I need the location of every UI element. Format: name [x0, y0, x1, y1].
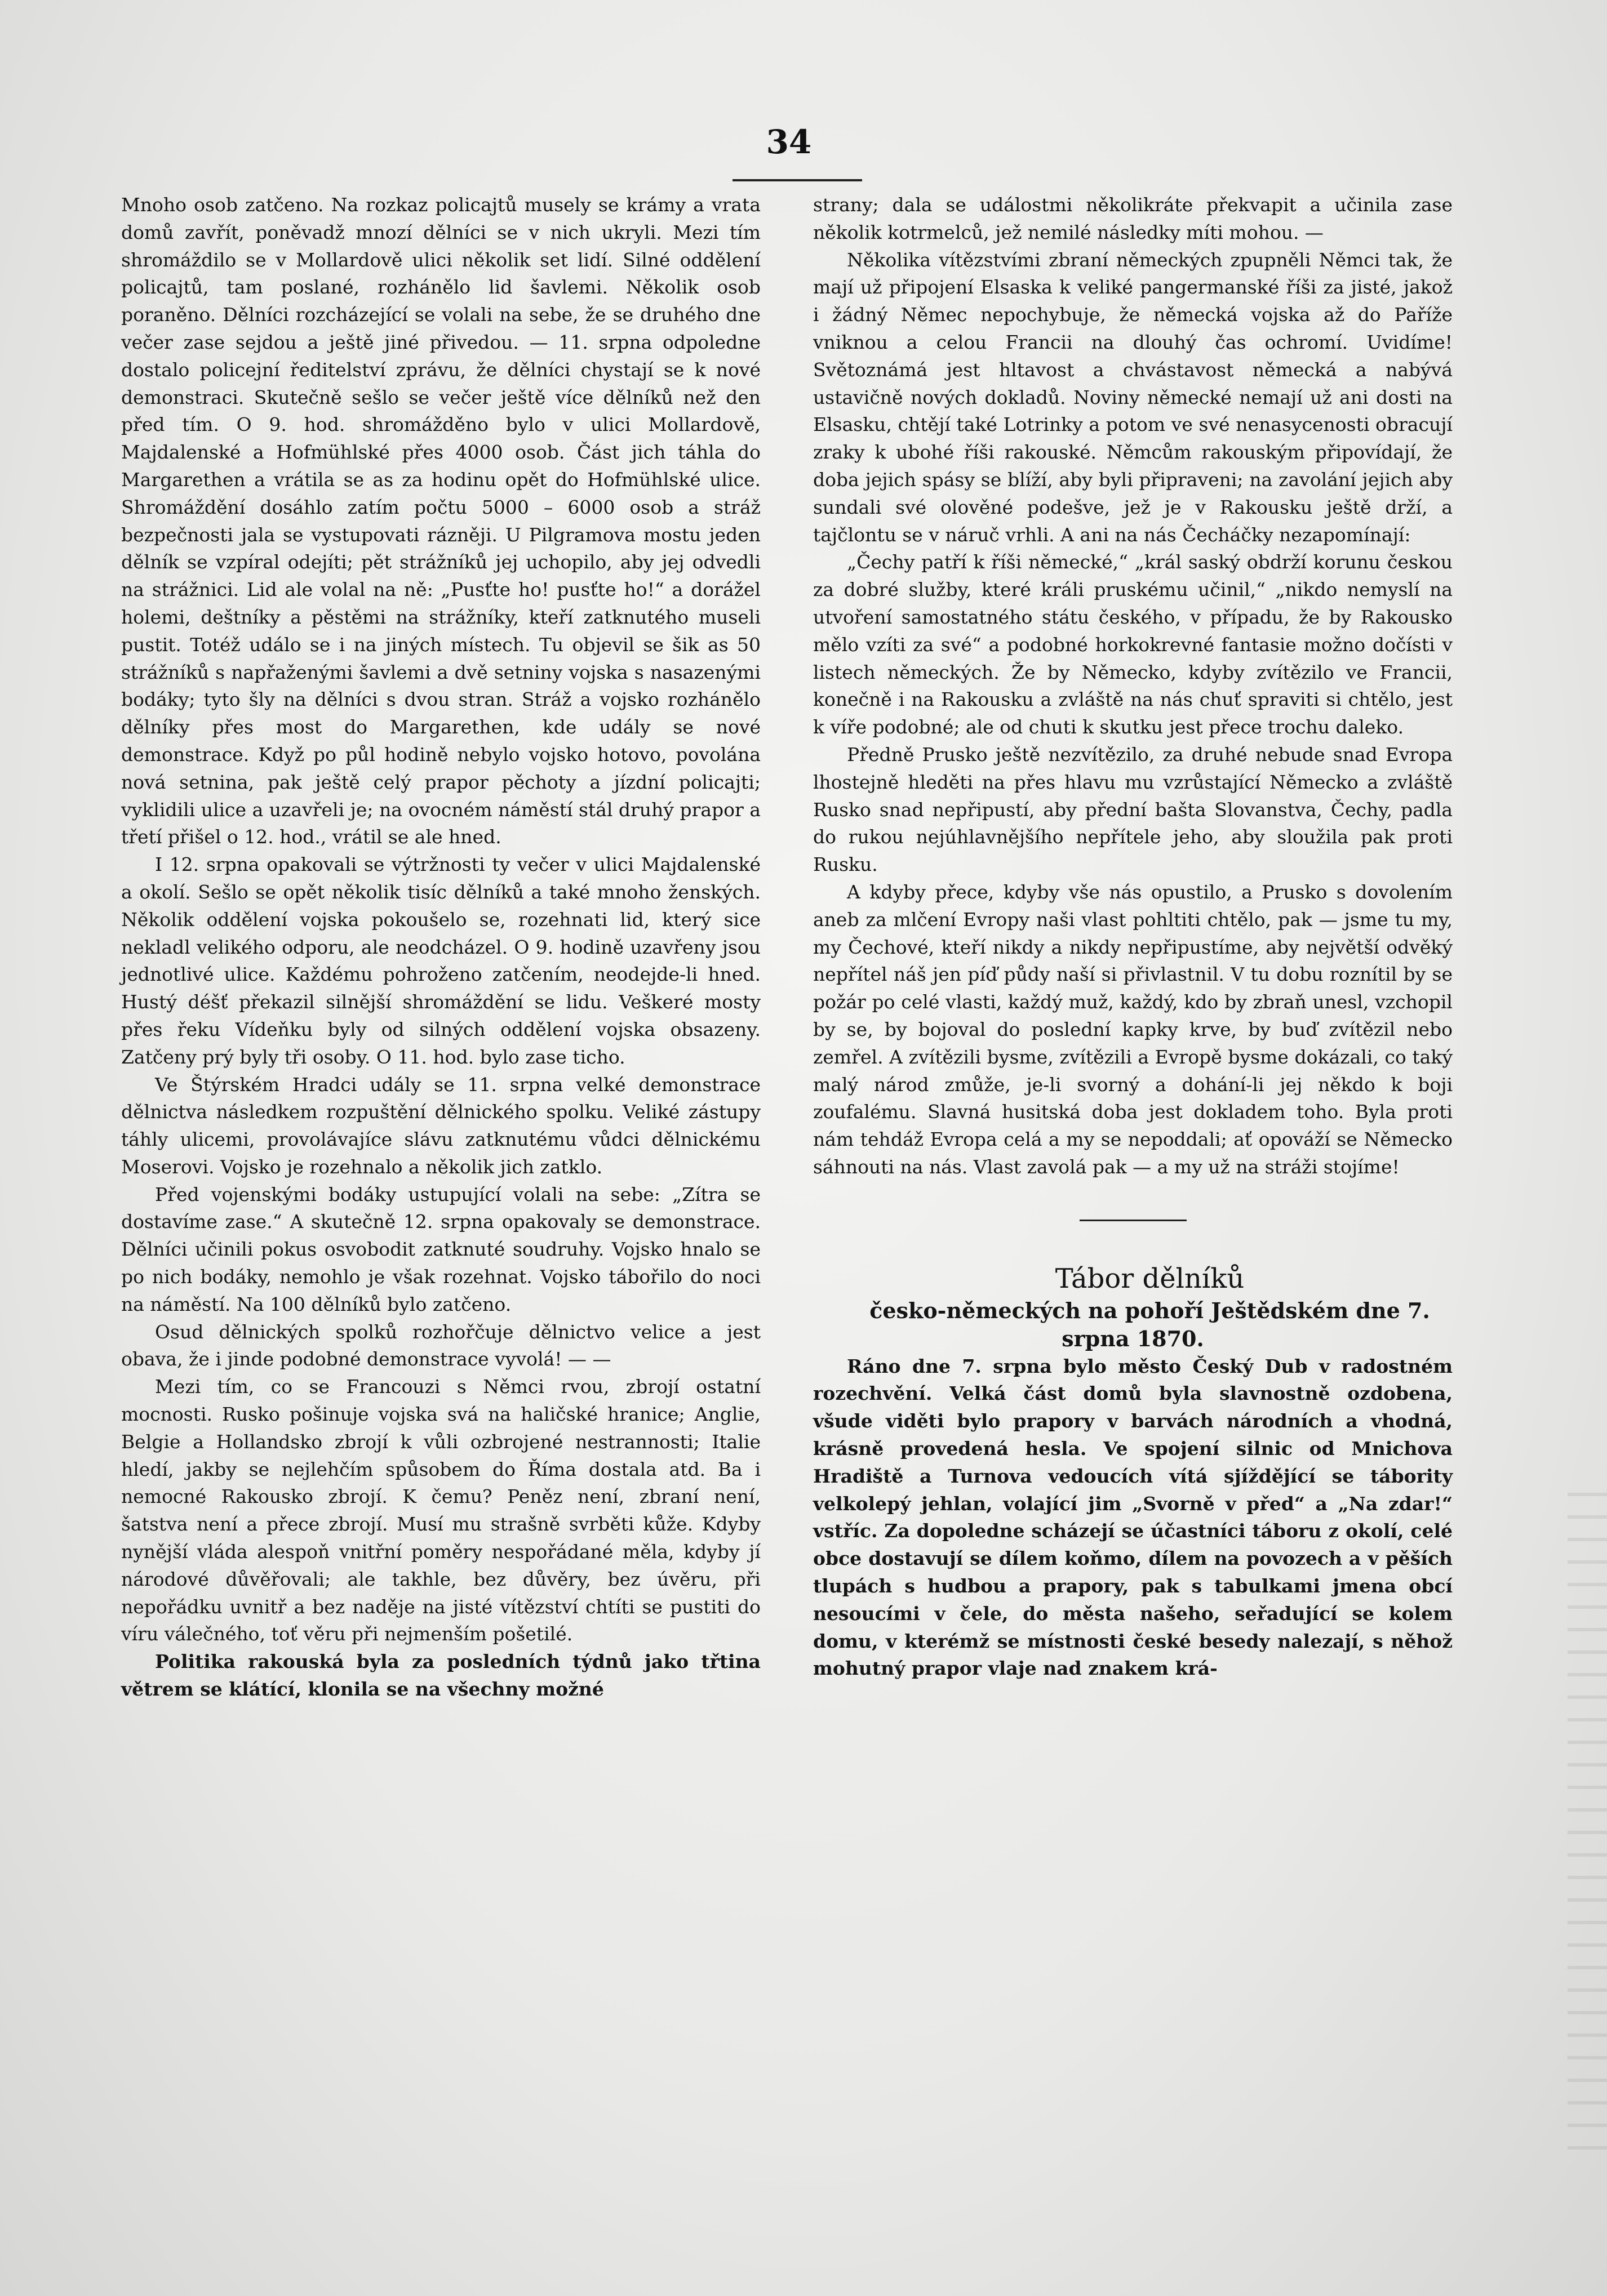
left-paragraph-5: Osud dělnických spolků rozhořčuje dělnictvo velice a jest obava, že i jinde podobné demonstrace vyvolá! — — [121, 1320, 761, 1371]
left-paragraph-7: Politika rakouská byla za posledních týdnů jako třtina větrem se klátící, klonila se na všechny možné [121, 1650, 761, 1701]
right-paragraph-2: Několika vítězstvími zbraní německých zpupněli Němci tak, že mají už připojení Elsaska k veliké pangermanské říši za jisté, jakož i žádný Němec nepochybuje, že německá vojska až do Paříže vniknou a celou Francii na dlouhý čas ochromí. Uvidíme! Světoznámá jest hltavost a chvástavost německá a nabývá ustavičně nových dokladů. Noviny německé nemají už ani dosti na Elsasku, chtějí také Lotrinky a potom ve své nenasycenosti obracují zraky k ubohé říši rakouské. Němcům rakouským připovídají, že doba jejich spásy se blíží, aby byli připraveni; na zavolání jejich aby sundali své olověné podešve, jež je v Rakousku ještě drží, a tajčlontu se v náruč vrhli. A ani na nás Čecháčky nezapomínají: [813, 248, 1453, 546]
right-column [813, 192, 1453, 1683]
left-paragraph-3: Ve Štýrském Hradci udály se 11. srpna velké demonstrace dělnictva následkem rozpuštění dělnického spolku. Veliké zástupy táhly ulicemi, provolávajíce slávu zatknutému vůdci dělnickému Moserovi. Vojsko je rozehnalo a několik jich zatklo. [121, 1073, 761, 1178]
right-paragraph-3: „Čechy patří k říši německé,“ „král saský obdrží korunu českou za dobré služby, které králi pruskému učinil,“ „nikdo nemyslí na utvoření samostatného státu českého, v případu, že by Rakousko mělo vzíti za své“ a podobné horkokrevné fantasie možno dočísti v listech německých. Že by Německo, kdyby zvítězilo ve Francii, konečně i na Rakousku a zvláště na nás chuť spraviti si chtělo, jest k víře podobné; ale od chuti k skutku jest přece trochu daleko. [813, 551, 1453, 738]
page-number: 34 [766, 123, 812, 161]
article-title: Tábor dělníků [1055, 1262, 1245, 1294]
left-paragraph-6: Mezi tím, co se Francouzi s Němci rvou, zbrojí ostatní mocnosti. Rusko pošinuje vojska svá na haličské hranice; Anglie, Belgie a Hollandsko zbrojí k vůli ozbrojené nestrannosti; Italie hledí, jakby se nejlehčím spůsobem do Říma dostala atd. Ba i nemocné Rakousko zbrojí. K čemu? Peněz není, zbraní není, šatstva není a přece zbrojí. Musí mu strašně svrběti kůže. Kdyby nynější vláda alespoň vnitřní poměry nespořádané měla, kdyby jí národové důvěřovali; ale takhle, bez důvěry, bez úvěru, při nepořádku uvnitř a bez naděje na jisté vítězství chtíti se pustiti do víru válečného, toť věru při nejmenším pošetilé. [121, 1376, 761, 1645]
right-paragraph-5: A kdyby přece, kdyby vše nás opustilo, a Prusko s dovolením aneb za mlčení Evropy naši vlast pohltiti chtělo, pak — jsme tu my, my Čechové, kteří nikdy a nikdy nepřipustíme, aby největší odvěký nepřítel náš jen píď půdy naší si přivlastnil. V tu dobu roznítil by se požár po celé vlasti, každý muž, každý, kdo by zbraň unesl, vzchopil by se, by bojoval do poslední kapky krve, by buď zvítězil nebo zemřel. A zvítězili bysme, zvítězili a Evropě bysme dokázali, co taký malý národ zmůže, je-li svorný a dohání-li jej někdo k boji zoufalému. Slavná husitská doba jest dokladem toho. Byla proti nám tehdáž Evropa celá a my se nepoddali; ať opováží se Německo sáhnouti na nás. Vlast zavolá pak — a my už na stráži stojíme! [813, 880, 1453, 1178]
right-paragraph-1: strany; dala se událostmi několikráte překvapit a učinila zase několik kotrmelců, jež nemilé následky míti mohou. — [813, 194, 1453, 243]
section-divider [1080, 1220, 1187, 1221]
article-subtitle: česko-německých na pohoří Ještědském dne 7. srpna 1870. [869, 1297, 1430, 1351]
left-column [121, 192, 761, 1703]
right-paragraph-4: Předně Prusko ještě nezvítězilo, za druhé nebude snad Evropa lhostejně hleděti na přes hlavu mu vzrůstající Německo a zvláště Rusko snad nepřipustí, aby přední bašta Slovanstva, Čechy, padla do rukou nejúhlavnějšího nepřítele jeho, aby sloužila pak proti Rusku. [813, 743, 1453, 876]
left-paragraph-4: Před vojenskými bodáky ustupující volali na sebe: „Zítra se dostavíme zase.“ A skutečně 12. srpna opakovaly se demonstrace. Dělníci učinili pokus osvobodit zatknuté soudruhy. Vojsko hnalo se po nich bodáky, nemohlo je však rozehnat. Vojsko tábořilo do noci na náměstí. Na 100 dělníků bylo zatčeno. [121, 1183, 761, 1315]
left-paragraph-2: I 12. srpna opakovali se výtržnosti ty večer v ulici Majdalenské a okolí. Sešlo se opět několik tisíc dělníků a také mnoho ženských. Několik oddělení vojska pokoušelo se, rozehnati lid, který sice nekladl velikého odporu, ale neodcházel. O 9. hodině uzavřeny jsou jednotlivé ulice. Každému pohroženo zatčením, neodejde-li hned. Hustý déšť překazil silnější shromáždění se lidu. Veškeré mosty přes řeku Vídeňku byly od silných oddělení vojska obsazeny. Zatčeny prý byly tři osoby. O 11. hod. bylo zase ticho. [121, 853, 761, 1068]
page-number-rule [733, 179, 862, 181]
left-paragraph-1: Mnoho osob zatčeno. Na rozkaz policajtů musely se krámy a vrata domů zavřít, poněvadž mnozí dělníci se v nich ukryli. Mezi tím shromáždilo se v Mollardově ulici několik set lidí. Silné oddělení policajtů, tam poslané, rozhánělo lid šavlemi. Několik osob poraněno. Dělníci rozcházející se volali na sebe, že se druhého dne večer zase sejdou a ještě jiné přivedou. — 11. srpna odpoledne dostalo policejní ředitelství zprávu, že dělníci chystají se k nové demonstraci. Skutečně sešlo se večer ještě více dělníků než den před tím. O 9. hod. shromážděno bylo v ulici Mollardově, Majdalenské a Hofmühlské přes 4000 osob. Část jich táhla do Margarethen a vrátila se as za hodinu opět do Hofmühlské ulice. Shromáždění dosáhlo zatím počtu 5000 – 6000 osob a stráž bezpečnosti jala se vystupovati rázněji. U Pilgramova mostu jeden dělník se vzpíral odejíti; pět strážníků jej uchopilo, aby jej odvedli na strážnici. Lid ale volal na ně: „Pusťte ho! pusťte ho!“ a dorážel holemi, deštníky a pěstěmi na strážníky, kteří zatknutého museli pustit. Totéž událo se i na jiných místech. Tu objevil se šik as 50 strážníků s napřaženými šavlemi a dvě setniny vojska s nasazenými bodáky; tyto šly na dělníci s dvou stran. Stráž a vojsko rozhánělo dělníky přes most do Margarethen, kde udály se nové demonstrace. Když po půl hodině nebylo vojsko hotovo, povolána nová setnina, pak ještě celý prapor pěchoty a jízdní policajti; vyklidili ulice a uzavřeli je; na ovocném náměstí stál druhý prapor a třetí přišel o 12. hod., vrátil se ale hned. [121, 194, 761, 848]
article-body: Ráno dne 7. srpna bylo město Český Dub v radostném rozechvění. Velká část domů byla slavnostně ozdobena, všude viděti bylo prapory v barvách národních a vhodná, krásně provedená hesla. Ve spojení silnic od Mnichova Hradiště a Turnova vedoucích vítá sjíždějící se tábority velkolepý jehlan, volající jim „Svorně v před“ a „Na zdar!“ vstříc. Za dopoledne scházejí se účastníci táboru z okolí, celé obce dostavují se dílem koňmo, dílem na povozech a v pěších tlupách s hudbou a prapory, pak s tabulkami jmena obcí nesoucími v čele, do města našeho, seřadující se kolem domu, v kterémž se místnosti české besedy nalezají, s něhož mohutný prapor vlaje nad znakem krá- [813, 1355, 1453, 1680]
scan-edge-artifact [1568, 1493, 1607, 2169]
